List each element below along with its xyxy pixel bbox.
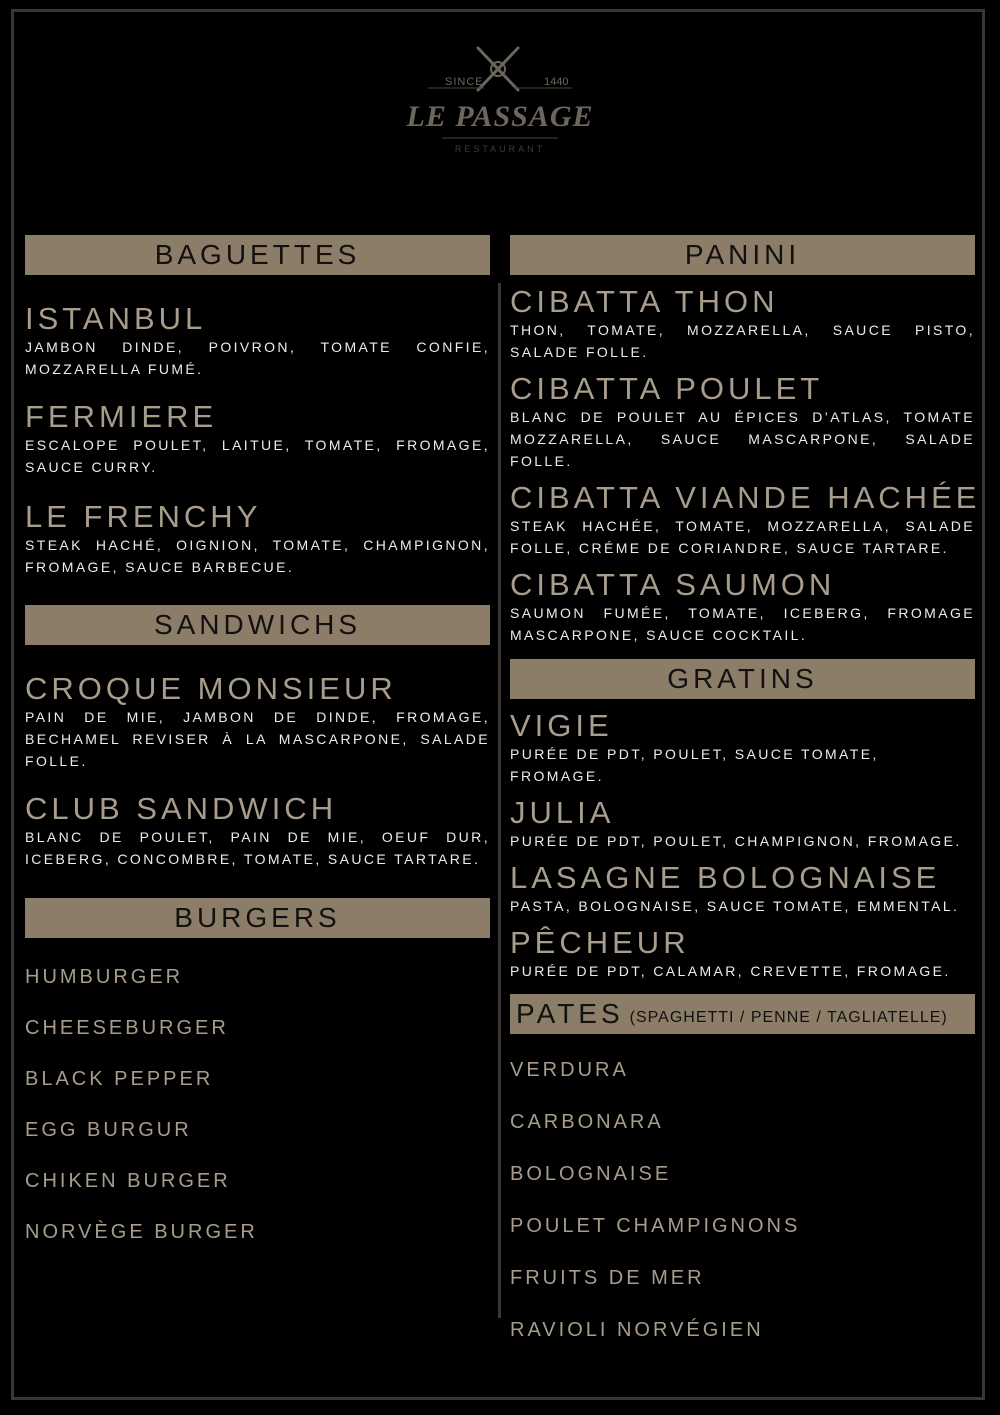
menu-item [510,568,975,646]
pates-item: CARBONARA [510,1111,664,1133]
item-description: PURÉE DE PDT, CALAMAR, CREVETTE, FROMAGE. [510,963,951,979]
section-header-panini [510,235,975,275]
menu-item [25,400,490,478]
item-description: PURÉE DE PDT, POULET, CHAMPIGNON, FROMAGE. [510,833,962,849]
item-description: PAIN DE MIE, JAMBON DE DINDE, FROMAGE, BECHAMEL REVISER À LA MASCARPONE, SALADE FOLLE. [25,709,490,769]
logo-name: LE PASSAGE [406,100,594,133]
menu-item [510,709,975,787]
burger-item: EGG BURGUR [25,1119,192,1141]
column-divider [498,283,501,1318]
item-description: BLANC DE POULET, PAIN DE MIE, OEUF DUR, ICEBERG, CONCOMBRE, TOMATE, SAUCE TARTARE. [25,829,490,867]
menu-item [510,285,975,363]
burger-item: HUMBURGER [25,966,184,988]
burger-item: CHIKEN BURGER [25,1170,231,1192]
section-header-baguettes [25,235,490,275]
section-header-gratins [510,659,975,699]
item-description: PURÉE DE PDT, POULET, SAUCE TOMATE, FROMAGE. [510,746,879,784]
section-title: SANDWICHS [153,609,362,640]
item-name: VIGIE [510,708,613,743]
burger-list [25,965,490,1244]
item-name: CIBATTA POULET [510,371,824,406]
logo-since: SINCE [445,76,484,88]
item-name: CROQUE MONSIEUR [25,671,397,706]
left-column [25,235,490,1244]
section-title: PATES [516,998,624,1029]
item-name: PÊCHEUR [510,925,690,960]
restaurant-logo [400,40,600,160]
pates-list [510,1058,975,1342]
logo-tagline: RESTAURANT [454,144,546,154]
section-header-sandwichs [25,605,490,645]
section-subtitle: (SPAGHETTI / PENNE / TAGLIATELLE) [629,1009,948,1026]
section-title: BAGUETTES [154,239,361,270]
menu-item [510,926,975,982]
pates-item: RAVIOLI NORVÉGIEN [510,1319,764,1341]
item-description: BLANC DE POULET AU ÉPICES D’ATLAS, TOMATE MOZZARELLA, SAUCE MASCARPONE, SALADE FOLLE. [510,409,975,469]
menu-item [510,372,975,472]
item-name: LE FRENCHY [25,499,262,534]
pates-item: FRUITS DE MER [510,1267,705,1289]
item-description: JAMBON DINDE, POIVRON, TOMATE CONFIE, MOZZARELLA FUMÉ. [25,339,490,377]
item-description: STEAK HACHÉ, OIGNION, TOMATE, CHAMPIGNON, FROMAGE, SAUCE BARBECUE. [25,537,490,575]
menu-item [510,861,975,917]
logo-year: 1440 [544,76,569,88]
item-name: CIBATTA SAUMON [510,567,836,602]
menu-item [25,500,490,578]
item-name: CIBATTA THON [510,284,779,319]
menu-item [25,792,490,870]
item-name: LASAGNE BOLOGNAISE [510,860,941,895]
menu-item [25,672,490,772]
pates-item: POULET CHAMPIGNONS [510,1215,801,1237]
section-header-burgers [25,898,490,938]
menu-item [25,302,490,380]
item-description: SAUMON FUMÉE, TOMATE, ICEBERG, FROMAGE MASCARPONE, SAUCE COCKTAIL. [510,605,975,643]
pates-item: BOLOGNAISE [510,1163,672,1185]
item-name: JULIA [510,795,615,830]
item-name: ISTANBUL [25,301,207,336]
section-header-pates [510,994,975,1034]
section-title: GRATINS [667,663,818,694]
burger-item: CHEESEBURGER [25,1017,229,1039]
menu-item [510,796,975,852]
section-title: BURGERS [174,902,341,933]
burger-item: NORVÈGE BURGER [25,1221,258,1243]
item-name: FERMIERE [25,399,218,434]
right-column [510,235,981,1342]
item-description: STEAK HACHÉE, TOMATE, MOZZARELLA, SALADE FOLLE, CRÉME DE CORIANDRE, SAUCE TARTARE. [510,518,975,556]
pates-item: VERDURA [510,1059,629,1081]
item-description: PASTA, BOLOGNAISE, SAUCE TOMATE, EMMENTAL. [510,898,960,914]
item-name: CIBATTA VIANDE HACHÉE [510,480,981,515]
burger-item: BLACK PEPPER [25,1068,214,1090]
menu-item [510,480,981,559]
item-name: CLUB SANDWICH [25,791,338,826]
item-description: ESCALOPE POULET, LAITUE, TOMATE, FROMAGE, SAUCE CURRY. [25,437,490,475]
item-description: THON, TOMATE, MOZZARELLA, SAUCE PISTO, SALADE FOLLE. [510,322,975,360]
section-title: PANINI [684,239,801,270]
